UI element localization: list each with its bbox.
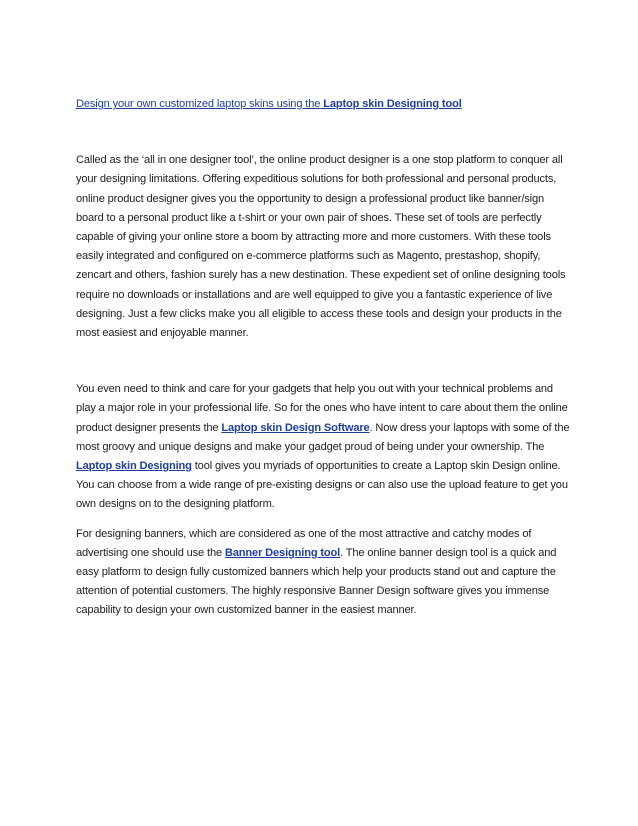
laptop-skin-design-software-link[interactable]: Laptop skin Design Software bbox=[221, 421, 370, 434]
paragraph-intro-text: Called as the ‘all in one designer tool’, the online product designer is a one stop platform to conquer all your designing limitations. Offering expeditious solutions for both professional and personal products, online product designer gives you the opportunity to design a professional product like banner/sign board to a personal product like a t-shirt or your own pair of shoes. These set of tools are perfectly capable of giving your online store a boom by attracting more and more customers. With these tools easily integrated and configured on e-commerce platforms such as Magento, prestashop, shopify, zencart and others, fashion surely has a new destination. These expedient set of online designing tools require no downloads or installations and are well equipped to give you a fantastic experience of live designing. Just a few clicks make you all eligible to access these tools and design your products in the most easiest and enjoyable manner. bbox=[76, 154, 566, 340]
paragraph-intro bbox=[76, 151, 572, 343]
document-body bbox=[76, 95, 572, 621]
banner-designing-tool-link[interactable]: Banner Designing tool bbox=[224, 546, 341, 559]
paragraph-gadgets-text-3: tool gives you myriads of opportunities to create a Laptop skin Design online. You can choose from a wide range of pre-existing designs or can also use the upload feature to get you own designs on to the designing platform. bbox=[76, 460, 568, 511]
laptop-skin-designing-link[interactable]: Laptop skin Designing bbox=[76, 460, 192, 473]
laptop-skin-designing-tool-link[interactable]: Laptop skin Designing tool bbox=[323, 98, 462, 110]
document-heading bbox=[76, 95, 572, 114]
paragraph-banners-text-2: . The online banner design tool is a quick and easy platform to design fully customized banners which help your products stand out and capture the attention of potential customers. The highly responsive Banner Design software gives you immense capability to design your own customized banner in the easiest manner. bbox=[76, 546, 557, 617]
paragraph-gadgets-text-1: You even need to think and care for your gadgets that help you out with your technical problems and play a major role in your professional life. So for the ones who have intent to care about them the online product designer presents the bbox=[76, 383, 568, 434]
paragraph-banners bbox=[76, 525, 572, 621]
paragraph-banners-text-1: For designing banners, which are considered as one of the most attractive and catchy modes of advertising one should use the bbox=[76, 527, 532, 559]
heading-text: Design your own customized laptop skins using the bbox=[76, 98, 321, 110]
paragraph-gadgets-text-2: . Now dress your laptops with some of the most groovy and unique designs and make your gadget proud of being under your ownership. The bbox=[76, 421, 570, 453]
paragraph-gadgets bbox=[76, 380, 572, 514]
